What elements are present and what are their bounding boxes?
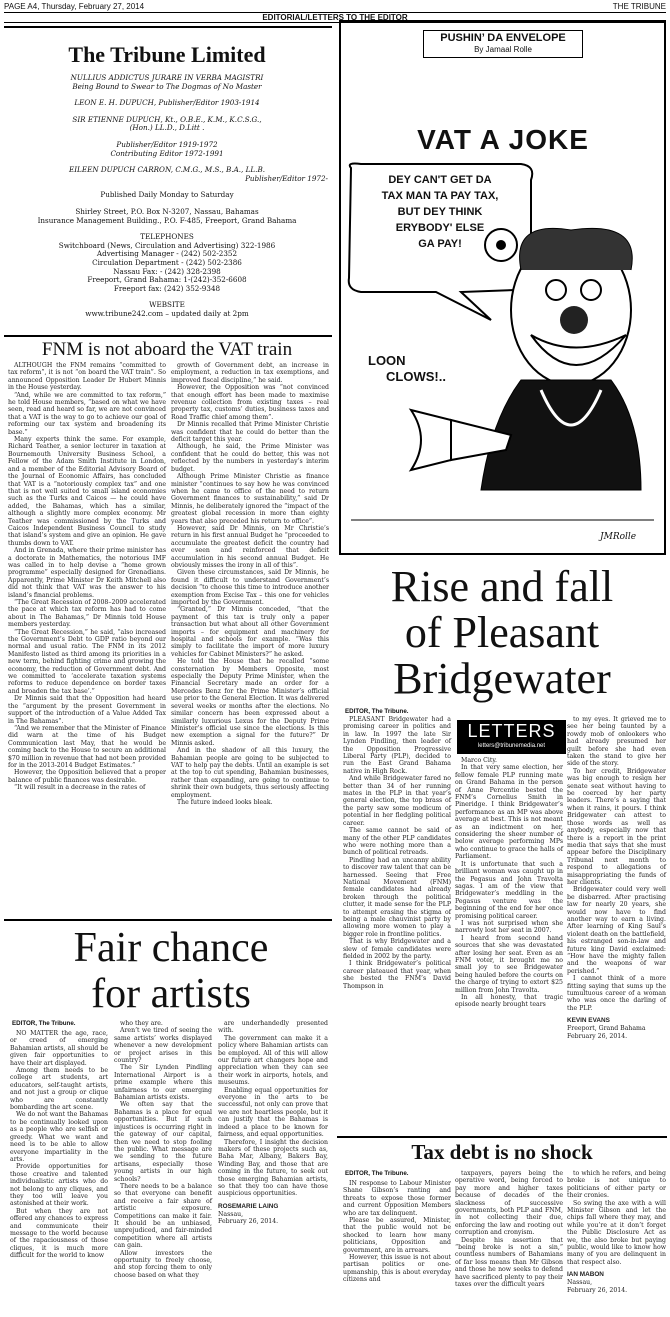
paragraph: Therefore, I insight the decision makers of these projects such as, Baha Mar, Albany, Bakers Bay, Winding Bay, and those that are coming in the future, to seek out those emerging Bahamian artists, so that they too can have those auspicious opportunities. [218,1138,328,1198]
artists-headline [6,925,336,1017]
page-info: PAGE A4, Thursday, February 27, 2014 [4,2,145,11]
paragraph: However, said Dr Minnis, on Mr Christie’s return in his first annual Budget he “proceeded to accumulate the greatest deficit the country had ever seen and reinforced that deficit accumulation in his second annual Budget. He obviously misses the irony in all of this”. [171,524,329,569]
publisher-2-years: Publisher/Editor 1919-1972 [116,139,218,149]
paragraph: And while Bridgewater fared no better than 34 of her running mates in the PLP in that year’s general election, the top brass of the party saw some modicum of potential in her fledgling political career. [343,775,451,827]
paragraph: NO MATTER the age, race, or creed of emerging Bahamian artists, all should be given fair opportunities to have their art displayed. [10,1030,108,1067]
paragraph: It is unfortunate that such a brilliant woman was caught up in the Pegasus and John Travolta sagas. I am of the view that Bridgewater’s meddling in the Pegasus venture was the beginning of the end for her once promising political career. [455,860,563,920]
phone-line: Switchboard (News, Circulation and Advertising) 322-1986 [58,240,276,250]
publisher-2-degrees: (Hon.) LL.D., D.Litt . [129,123,205,133]
paragraph: to which he refers, and being broke is not unique to politicians of either party or their cronies. [567,1170,666,1200]
signature-place: Nassau, [567,1279,593,1287]
phone-line: Freeport fax: (242) 352-9348 [113,283,221,293]
cartoon-column-box [423,30,583,58]
publisher-2: SIR ETIENNE DUPUCH, Kt., O.B.E., K.M., K.C.S.G., [72,114,262,124]
bridgewater-bottom-rule [337,1136,667,1138]
letters-email[interactable]: letters@tribunemedia.net [477,743,546,749]
speech-line: DEY CAN'T GET DA [388,174,492,186]
speech-line: GA PAY! [418,238,462,250]
headline-line: for artists [91,971,251,1017]
caption-line: LOON [368,353,406,368]
masthead-top-rule [4,26,332,28]
paragraph: I think Bridgewater’s political career plateaued that year, when she bested the FNM’s David Thompson in [343,960,451,990]
tax-column-1 [343,1180,451,1284]
paragraph: However, the Opposition was “not convinced that enough effort has been made to maximise revenue collection from existing taxes – real property tax, customs’ duties, business taxes and Road Traffic chief among them”. [171,384,329,421]
website: www.tribune242.com – updated daily at 2pm [85,308,249,318]
signature-place: Freeport, Grand Bahama [567,1025,646,1033]
tax-column-3 [567,1170,666,1294]
address-2: Insurance Management Building., P.O. F-485, Freeport, Grand Bahama [37,215,297,225]
cartoon-caption [368,353,458,385]
headline-line: of Pleasant [404,608,600,657]
artists-column-2 [114,1020,212,1279]
paragraph: Dr Minnis said that the Opposition had heard the “argument by the present Government in support of the introduction of a Value Added Tax in The Bahamas”. [8,695,166,725]
paragraph: IN response to Labour Minister Shane Gibson’s ranting and threats to expose those former and current Opposition Members who are tax delinquent. [343,1180,451,1217]
paragraph: I heard from second hand sources that she was devastated after losing her seat. Even as an FNM voter, it brought me no small joy to see Bridgewater being hauled before the courts on the charge of trying to extort $25 million from John Travolta. [455,934,563,994]
signature-date: February 26, 2014. [567,1032,628,1040]
paragraph: He told the House that he recalled “some consternation by Members Opposite, most especially the Deputy Prime Minister, when the Financial Secretary made an order for a Mercedes Benz for the Prime Minister’s official use prior to the General Election. It was delivered several weeks or months after the elections. No similar concern has been expressed about a similarly luxurious Lexus for the Deputy Prime Minister’s official use since the elections. Is this new exemption a signal for the future?” Dr Minnis asked. [171,658,329,747]
founder: LEON E. H. DUPUCH, Publisher/Editor 1903-1914 [74,98,260,108]
speech-line: ERYBODY' ELSE [395,222,485,234]
vat-headline: FNM is not aboard the VAT train [41,339,293,360]
paragraph: There needs to be a balance so that everyone can benefit and receive a fair share of artistic exposure. Competitions can make it fair. It should be an unbiased, unprejudiced, and fair-minded competition where all artists can gain. [114,1182,212,1250]
byline: EDITOR, The Tribune. [345,708,409,715]
tax-column-2 [455,1170,563,1289]
paragraph: Given these circumstances, said Dr Minnis, he found it difficult to understand Government’s decision “to choose this time to introduce another exemption from Excise Tax – this one for vehicles imported by the Government. [171,569,329,606]
paragraph: “Granted,” Dr Minnis conceded, “that the payment of this tax is truly only a paper transaction but what about all other Government imports – for equipment and machinery for hospital and schools for example. “Was this simply to facilitate the import of more luxury vehicles for Cabinet Ministers?” he asked. [171,606,329,658]
publisher-3-years: Publisher/Editor 1972- [245,173,328,183]
paragraph: But when they are not offered any chances to express and communicate their message to the world because of the rapaciousness of those cliques, it is much more difficult for the world to know [10,1207,108,1260]
paragraph: Pindling had an uncanny ability to discover raw talent that can be harnessed. Seeing that Free National Movement (FNM) female candidates had already broken through the political clutter, it made sense for the PLP to attempt erasing the stigma of being a male chauvinist party by allowing more women to play a bigger role in frontline politics. [343,856,451,938]
paragraph: Aren’t we tired of seeing the same artists’ works displayed whenever a new development or project arises in this country? [114,1027,212,1065]
paragraph: Please be assured, Minister, that the public would not be shocked to learn how many politicians, Opposition and government, are in arrears. [343,1217,451,1254]
paragraph: The same cannot be said of many of the other PLP candidates who were nothing more than a bunch of political retreads. [343,827,451,857]
paragraph: ALTHOUGH the FNM remains “committed to tax reform”, it is not “on board the VAT train”. So announced Opposition Leader Dr Hubert Minnis in the House yesterday. [8,362,166,392]
letters-label: LETTERS [467,721,556,741]
paragraph: Dr Minnis recalled that Prime Minister Christie was confident that he could do better than the deficit target this year. [171,421,329,444]
cartoon-headline: VAT A JOKE [417,124,589,155]
caption-line: CLOWS!.. [386,369,446,384]
paragraph: “The Great Recession of 2008–2009 accelerated the pace at which tax reform has had to come about in The Bahamas,” Dr Minnis told House members yesterday. [8,599,166,629]
masthead-bottom-rule [4,335,332,337]
paragraph: I cannot think of a more fitting saying that sums up the tumultuous career of a woman who was once the darling of the PLP. [567,975,666,1012]
motto-translation: Being Bound to Swear to The Dogmas of No Master [72,81,262,91]
masthead [6,30,328,318]
paragraph: Despite his assertion that “being broke is not a sin,” countless numbers of Bahamians of far less means than Mr Gibson and those he now seeks to defend have sacrificed plenty to pay their taxes over the difficult years [455,1236,563,1289]
paragraph: PLEASANT Bridgewater had a promising career in politics and in law. In 1997 the late Sir Lynden Pindling, then leader of the Opposition Progressive Liberal Party (PLP), decided to run the East Grand Bahama native in High Rock. [343,716,451,775]
byline: EDITOR, The Tribune. [345,1170,409,1177]
paragraph: That is why Bridgewater and a slew of female candidates were fielded in 2002 by the party. [343,938,451,960]
paragraph: Many experts think the same. For example, Richard Teather, a senior lecturer in taxation at Bournemouth University Business School, a Fellow of the Adam Smith Institute in London, and a member of the Editorial Advisory Board of the Journal of Economic Affairs, has concluded that VAT is a “notoriously complex tax” and one that is not well suited to small island economies such as the Turks and Caicos — he could have added, the Bahamas, which has a similar, although a slightly more complex economy. Mr Teather was commissioned by the Turks and Caicos Independent Business Council to study that island’s system and give an opinion. He gave thumbs down to VAT. [8,436,166,547]
artists-column-3 [218,1020,328,1226]
publisher-3: EILEEN DUPUCH CARRON, C.M.G., M.S., B.A., LL.B. [68,165,266,175]
bridgewater-column-3 [567,716,666,1040]
paragraph: Provide opportunities for those creative and talented individualistic artists who do not belong to any cliques, and they too will leave you astonished at their work. [10,1163,108,1208]
paragraph: Among them needs to be college art students, art educators, self-taught artists, and not just a group or clique who are constantly bombarding the art scene. [10,1067,108,1112]
paragraph: “It will result in a decrease in the rates of [14,784,146,792]
paragraph: “The Great Recession,” he said, “also increased the Government’s Debt to GDP ratio beyond our normal and usual ratio. The FNM in its 2012 Manifesto listed as third among its priorities in a new term, behind fighting crime and growing the economy, the reduction of Government debt. And we committed to ‘accelerate taxation systems reforms to reduce dependence on border taxes and broaden the tax base’.” [8,628,166,695]
address-1: Shirley Street, P.O. Box N-3207, Nassau, Bahamas [75,206,259,216]
paragraph: We often say that the Bahamas is a place for equal opportunities. But if such injustices is occurring right in the gateway of our capital, then we need to stop fooling the public. What message are we sending to the future artisans, especially those young artists in our high schools? [114,1101,212,1183]
paragraph: To her credit, Bridgewater was big enough to resign her senate seat without having to be coerced by her party leaders. There’s a saying that when it rains, it pours. I think Bridgewater can attest to those words as well as anybody, especially now that there is a report in the print media that says that she must appear before the Disciplinary Tribunal next month to respond to allegations of misappropriating the funds of her clients. [567,767,666,886]
paragraph: I was not surprised when she narrowly lost her seat in 2007. [455,919,563,935]
paragraph: taxpayers, payers being the operative word, being forced to pay more and higher taxes because of decades of the slackness of successive governments, both PLP and FNM, in not collecting their due, enforcing the law and rooting out corruption and cronyism. [455,1170,563,1237]
headline-line: Fair chance [73,925,269,971]
paragraph: Allow investors the opportunity to freely choose, and stop forcing them to only choose based on what they [114,1249,212,1279]
headline-line: Rise and fall [390,562,614,611]
masthead-title: The Tribune Limited [68,42,266,67]
paragraph: Bridgewater could very well be disbarred. After practising law for nearly 20 years, she would now have to find another way to earn a living. After learning of King Saul’s violent death on the battlefield, his estranged son-in-law and future king David exclaimed: “How have the mighty fallen and the weapons of war perished.” [567,886,666,975]
vat-column-1 [8,362,166,792]
paragraph: who they are. [120,1020,163,1027]
paragraph: In all honesty, that tragic episode nearly brought tears [455,994,563,1009]
motto: NULLIUS ADDICTUS JURARE IN VERBA MAGISTRI [70,73,264,82]
phone-line: Advertising Manager - (242) 502-2352 [96,249,238,259]
publisher-2-contrib: Contributing Editor 1972-1991 [110,148,224,158]
paragraph: “And we remember that the Minister of Finance did warn at the time of his Budget Communication last May, that he would be coming back to the House to secure an additional $70 million in revenue that had not been provided for in the 2013-2014 Budget Estimates.” [8,724,166,769]
paragraph: However, this issue is not about partisan politics or one-upmanship, this is about everyday citizens and [343,1254,451,1284]
newspaper-name: THE TRIBUNE [612,2,666,11]
speech-line: TAX MAN TA PAY TAX, [381,190,499,202]
paragraph: The government can make it a policy where Bahamian artists can be employed. All of this will allow our future art changers hope and appreciation when they can see their work in airports, hotels, and museums. [218,1034,328,1087]
cartoon-column-author: By Jamaal Rolle [474,45,532,54]
paragraph: Although, he said, the Prime Minister was confident that he could do better, this was not reflected by the numbers in yesterday’s interim budget. [171,443,329,473]
tax-headline: Tax debt is no shock [411,1140,593,1164]
paragraph: And in the shadow of all this luxury, the Bahamian people are going to be subjected to VAT to help pay the debts. Until an example is set at the top to cut spending, Bahamian businesses, rather than expanding, are going to continue to shrink their own budgets, thus seriously affecting employment. [171,747,329,799]
signature-name: ROSEMARIE LAING [218,1202,279,1210]
phone-line: Circulation Department - (242) 502-2386 [92,257,242,267]
paragraph: Marco City. [461,757,497,764]
telephones-label: TELEPHONES [140,232,194,242]
phone-line: Freeport, Grand Bahama: 1-(242)-352-6608 [87,275,247,285]
paragraph: Although Prime Minister Christie as finance minister “continues to say how he was convinced when he came to office of the need to return Government finances to sustainability,” said Dr Minnis, he deliberately ignored the “impact of the greatest global recession in more than eighty years that also preceded his return to office”. [171,473,329,525]
signature-place: Nassau, [218,1210,244,1218]
bridgewater-column-1 [343,716,451,990]
section-title: EDITORIAL/LETTERS TO THE EDITOR [4,12,666,23]
signature-name: IAN MABON [567,1271,604,1279]
paragraph: are underhandedly presented with. [218,1020,328,1035]
page-header [4,2,666,12]
paragraph: We do not want the Bahamas to be continually looked upon as a people who are selfish or greedy. What we want and need is to be able to allow everyone impartiality in the arts. [10,1111,108,1163]
phone-line: Nassau Fax: - (242) 328-2398 [113,266,221,276]
paragraph: The Sir Lynden Pindling International Airport is a prime example where this unfairness to our emerging Bahamian artists exists. [114,1064,212,1102]
paragraph: “And, while we are committed to tax reform,” he told House members, “based on what we have seen, read and heard so far, we are not convinced that a VAT is the way to go to achieve our goal of reforming our tax system and broadening its base.” [8,391,166,436]
paragraph: And in Grenada, where their prime minister has a doctorate in Mathematics, the notorious IMF was called in to help devise a “home grown programme” especially designed for Grenadians. Apparently, Prime Minister Dr Keith Mitchell also did not think that VAT was the answer to his island’s financial problems. [8,547,166,599]
published-note: Published Daily Monday to Saturday [100,190,234,200]
signature-date: February 26, 2014. [218,1218,279,1226]
byline: EDITOR, The Tribune. [12,1020,76,1027]
cartoon-column-title: PUSHIN’ DA ENVELOPE [440,32,566,44]
headline-line: Bridgewater [393,654,611,703]
vat-bottom-rule [4,919,332,921]
website-label: WEBSITE [149,300,185,310]
paragraph: growth of Government debt, an increase in employment, a reduction in tax exemptions, and improved fiscal discipline,” he said. [171,362,329,384]
signature-name: KEVIN EVANS [567,1017,610,1025]
artists-column-1 [10,1030,108,1260]
cartoonist-signature: JMRolle [600,532,637,542]
paragraph: to my eyes. It grieved me to see her being taunted by a rowdy mob of onlookers who had already presumed her guilt before she had even taken the stand to give her side of the story. [567,716,666,768]
signature-date: February 26, 2014. [567,1286,628,1294]
paragraph: The future indeed looks bleak. [177,798,273,806]
paragraph: Enabling equal opportunities for everyone in the arts to be successful, not only can prove that we are not heartless people, but it can justify that the Bahamas is indeed a place to be known for fairness, and equal opportunities. [218,1086,328,1139]
speech-bubble [355,172,525,252]
paragraph: However, the Opposition believed that a proper balance of public finances was desirable. [8,769,166,784]
letters-badge [457,720,566,754]
speech-line: BUT DEY THINK [397,206,483,218]
vat-column-2 [171,362,329,806]
paragraph: So swing the axe with a will Minister Gibson and let the chips fall where they may, and while you’re at it don’t forget the Public Disclosure Act as we, the also broke but paying public, would like to know how many of you are delinquent in that respect also. [567,1199,666,1266]
bridgewater-headline [337,564,667,702]
paragraph: In that very same election, her fellow female PLP running mate on Grand Bahama in the person of Anne Percentie bested the FNM’s Cornelius Smith in Pineridge. I think Bridgewater’s performance as an MP was above average at best. This is not meant as an indictment on her, considering the sheer number of below average performing MPs who continue to grace the halls of Parliament. [455,764,563,861]
bridgewater-column-2 [455,757,563,1009]
